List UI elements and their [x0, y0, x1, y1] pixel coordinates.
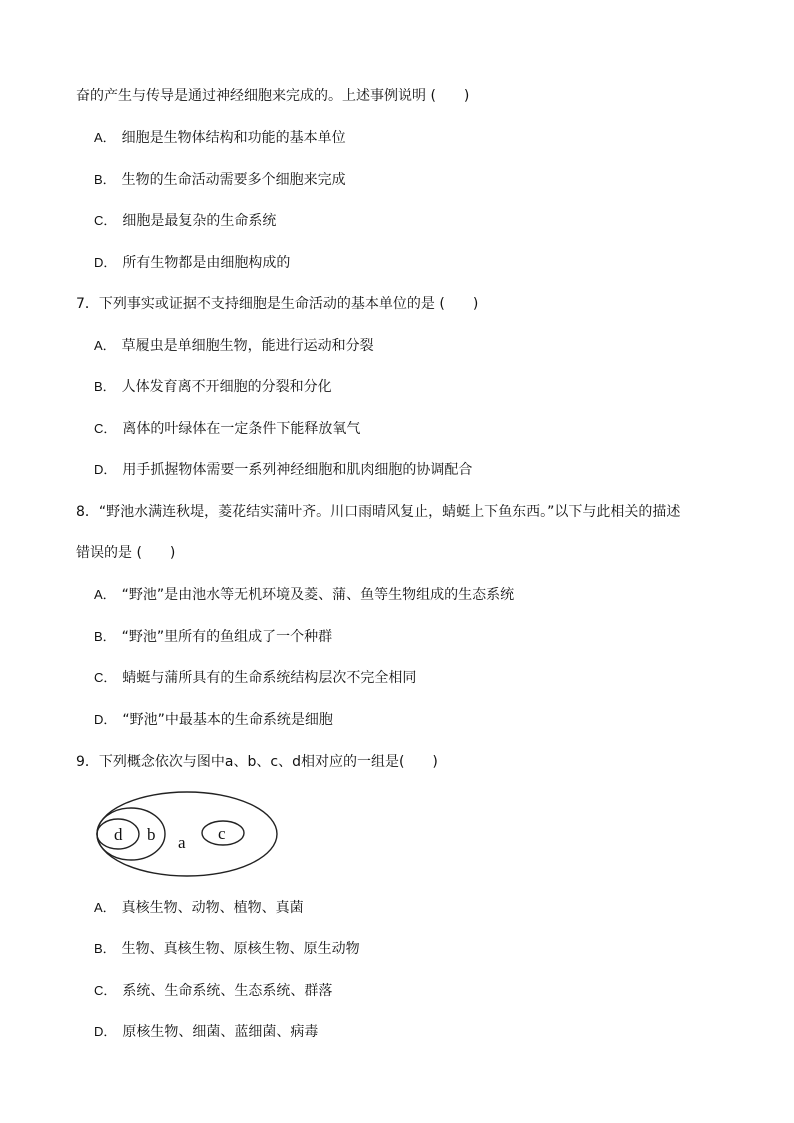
option-text: 用手抓握物体需要一系列神经细胞和肌肉细胞的协调配合: [122, 462, 473, 478]
option-letter: B．: [94, 941, 116, 956]
option-text: “野池”是由池水等无机环境及菱、蒲、鱼等生物组成的生态系统: [121, 587, 515, 603]
option-text: 生物的生命活动需要多个细胞来完成: [121, 172, 346, 188]
q6-stem-tail: 奋的产生与传导是通过神经细胞来完成的。上述事例说明 ( ): [76, 88, 470, 104]
q8-option-d: [94, 710, 333, 730]
option-text: “野池”里所有的鱼组成了一个种群: [121, 629, 333, 645]
q7-option-d: [94, 460, 472, 480]
option-text: 草履虫是单细胞生物，能进行运动和分裂: [121, 338, 374, 354]
option-letter: A．: [94, 587, 116, 602]
q7-stem: 7．下列事实或证据不支持细胞是生命活动的基本单位的是 ( ): [76, 296, 479, 312]
option-text: 生物、真核生物、原核生物、原生动物: [121, 941, 360, 957]
q9-option-c: [94, 981, 332, 1001]
option-text: 所有生物都是由细胞构成的: [122, 255, 291, 271]
ellipse-a: [97, 792, 277, 876]
option-letter: C．: [94, 213, 117, 228]
option-letter: A．: [94, 338, 116, 353]
option-text: 原核生物、细菌、蓝细菌、病毒: [122, 1024, 319, 1040]
option-text: 人体发育离不开细胞的分裂和分化: [121, 379, 332, 395]
option-letter: D．: [94, 1024, 117, 1039]
q7-option-b: [94, 377, 332, 397]
q8-option-b: [94, 627, 332, 647]
option-text: 蜻蜓与蒲所具有的生命系统结构层次不完全相同: [122, 670, 417, 686]
q8-stem-line2: 错误的是 ( ): [76, 545, 176, 561]
option-text: 离体的叶绿体在一定条件下能释放氧气: [122, 421, 361, 437]
option-letter: D．: [94, 712, 117, 727]
q8-stem-line1: 8．“野池水满连秋堤，菱花结实蒲叶齐。川口雨晴风复止，蜻蜓上下鱼东西。”以下与此相关的描述: [76, 504, 681, 520]
q6-option-b: [94, 170, 346, 190]
option-text: “野池”中最基本的生命系统是细胞: [122, 712, 333, 728]
label-d: d: [114, 825, 123, 844]
label-b: b: [147, 825, 156, 844]
q8-option-c: [94, 668, 416, 688]
option-letter: D．: [94, 462, 117, 477]
option-text: 细胞是最复杂的生命系统: [122, 213, 277, 229]
q7-option-c: [94, 419, 360, 439]
option-letter: B．: [94, 172, 116, 187]
option-letter: B．: [94, 379, 116, 394]
label-a: a: [178, 833, 186, 852]
option-text: 真核生物、动物、植物、真菌: [121, 900, 304, 916]
q6-option-c: [94, 211, 276, 231]
q9-stem: 9．下列概念依次与图中a、b、c、d相对应的一组是( ): [76, 754, 438, 770]
option-text: 系统、生命系统、生态系统、群落: [122, 983, 333, 999]
label-c: c: [218, 824, 226, 843]
q7-option-a: [94, 336, 374, 356]
q9-option-d: [94, 1022, 318, 1042]
q9-option-b: [94, 939, 360, 959]
option-text: 细胞是生物体结构和功能的基本单位: [121, 130, 346, 146]
option-letter: C．: [94, 421, 117, 436]
option-letter: D．: [94, 255, 117, 270]
nested-ellipse-diagram: [92, 786, 292, 886]
q6-option-a: [94, 128, 346, 148]
option-letter: A．: [94, 130, 116, 145]
option-letter: C．: [94, 983, 117, 998]
q9-option-a: [94, 898, 304, 918]
option-letter: A．: [94, 900, 116, 915]
option-letter: B．: [94, 629, 116, 644]
q8-option-a: [94, 585, 514, 605]
q6-option-d: [94, 253, 290, 273]
option-letter: C．: [94, 670, 117, 685]
